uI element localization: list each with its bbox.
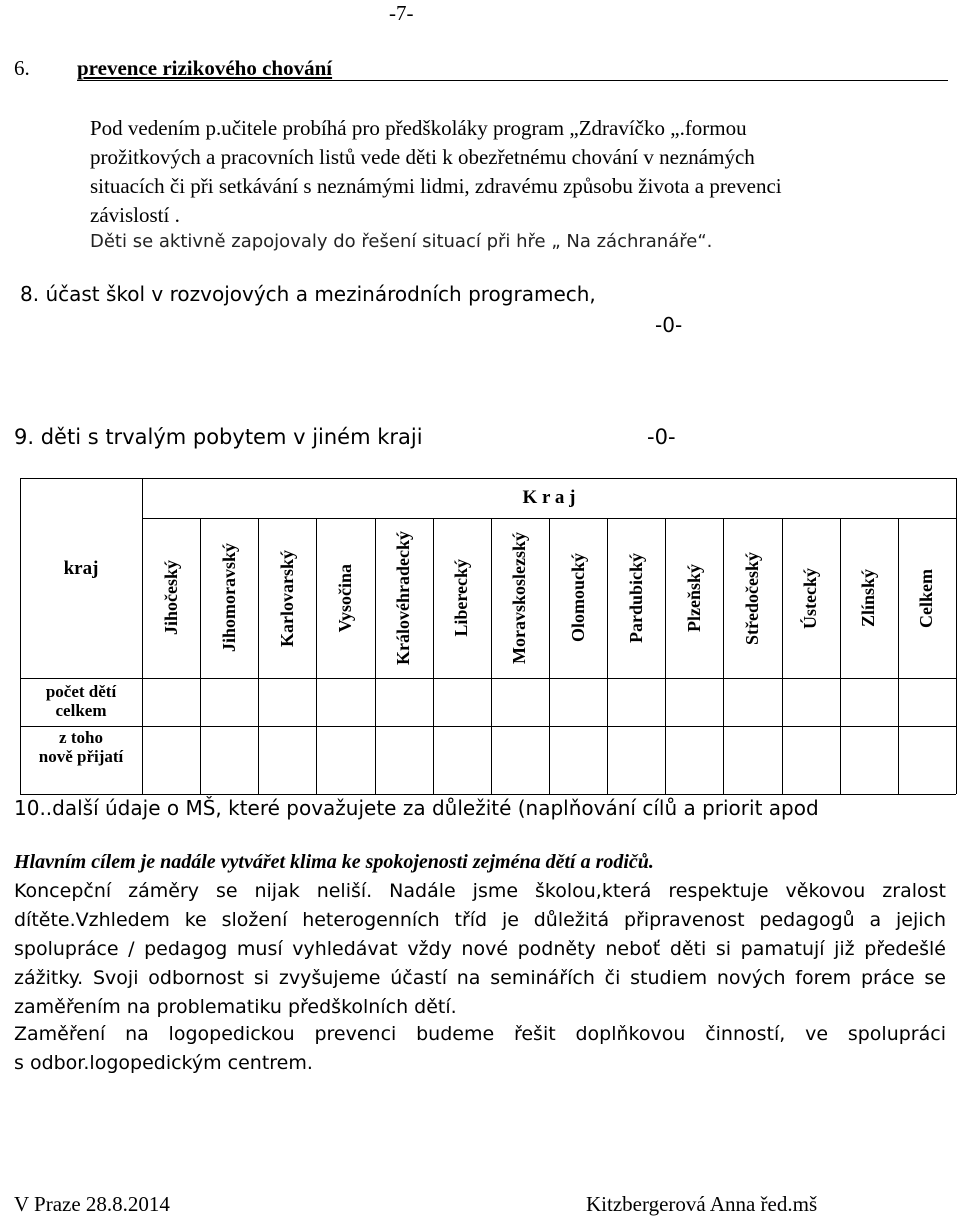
column-header	[665, 518, 723, 678]
section-6-line: prožitkových a pracovních listů vede děti k obezřetnému chování v neznámých	[90, 145, 755, 169]
column-header	[723, 518, 781, 678]
column-header-label: Karlovarský	[276, 549, 297, 647]
place-date: V Praze 28.8.2014	[14, 1192, 170, 1216]
table-rule	[20, 678, 956, 679]
row-label-line: nově přijatí	[38, 747, 124, 766]
column-header	[840, 518, 898, 678]
section-6-line: situacích či při setkávání s neznámými lidmi, zdravému způsobu života a prevenci	[90, 174, 782, 198]
column-header-label: Liberecký	[451, 559, 472, 637]
column-header	[491, 518, 549, 678]
column-header-label: Pardubický	[625, 552, 646, 644]
section-10-line: dítěte.Vzhledem ke složení heterogenních tříd je důležitá připravenost pedagogů a jejich	[14, 909, 946, 931]
section-10-line: Zaměření na logopedickou prevenci budeme řešit doplňkovou činností, ve spolupráci	[14, 1023, 946, 1045]
section-10-line: Koncepční záměry se nijak neliší. Nadále jsme školou,která respektuje věkovou zralost	[14, 880, 946, 902]
signature: Kitzbergerová Anna řed.mš	[586, 1192, 818, 1216]
section-10-line: zaměřením na problematiku předškolních dětí.	[14, 996, 457, 1018]
section-6-number: 6.	[14, 56, 30, 80]
section-6-rule	[77, 80, 948, 81]
column-header-label: Celkem	[916, 568, 937, 628]
column-header-label: Královéhradecký	[393, 531, 414, 665]
row-label-line: celkem	[55, 701, 107, 720]
column-header-label: Jihočeský	[160, 560, 181, 636]
column-header	[607, 518, 665, 678]
section-6-line: závislostí .	[90, 203, 180, 227]
kraj-table	[20, 478, 956, 794]
column-header-label: Moravskoslezský	[509, 532, 530, 664]
section-6-line: Pod vedením p.učitele probíhá pro předškoláky program „Zdravíčko „.formou	[90, 116, 747, 140]
column-header	[898, 518, 956, 678]
column-header	[258, 518, 316, 678]
column-header	[142, 518, 200, 678]
column-header-label: Vysočina	[334, 563, 355, 633]
column-header-label: Ústecký	[800, 567, 821, 629]
section-6-subline: Děti se aktivně zapojovaly do řešení situací při hře „ Na záchranáře“.	[90, 231, 713, 252]
row-label-line: počet dětí	[45, 682, 117, 701]
table-border-bottom	[20, 794, 956, 795]
row-label-line: z toho	[59, 728, 103, 747]
section-6-title: prevence rizikového chování	[77, 56, 333, 80]
section-10-heading: 10..další údaje o MŠ, které považujete za důležité (naplňování cílů a priorit apod	[14, 796, 819, 820]
table-border-right	[956, 478, 957, 794]
column-header-label: Plzeňský	[683, 563, 704, 632]
column-header	[316, 518, 374, 678]
column-header	[782, 518, 840, 678]
table-group-header: K r a j	[522, 487, 576, 508]
table-row-header: kraj	[63, 558, 99, 579]
column-header-label: Středočeský	[741, 551, 762, 645]
section-10-goal: Hlavním cílem je nadále vytvářet klima ke spokojenosti zejména dětí a rodičů.	[14, 851, 654, 873]
column-header-label: Olomoucký	[567, 553, 588, 643]
section-8-value: -0-	[655, 313, 683, 337]
column-header	[433, 518, 491, 678]
section-10-line: zážitky. Svoji odbornost si zvyšujeme účastí na seminářích či studiem nových forem práce se	[14, 967, 946, 989]
row-label-nove-prijati	[20, 728, 142, 766]
section-9-value: -0-	[647, 425, 676, 449]
section-9-text: 9. děti s trvalým pobytem v jiném kraji	[14, 425, 423, 449]
section-10-line: s odbor.logopedickým centrem.	[14, 1052, 313, 1074]
column-header	[549, 518, 607, 678]
page-number: -7-	[389, 1, 414, 25]
table-rule	[20, 726, 956, 727]
column-header	[375, 518, 433, 678]
section-10-line: spolupráce / pedagog musí vyhledávat vždy nové podněty neboť děti si pamatují již předešlé	[14, 938, 946, 960]
row-label-pocet-deti	[20, 682, 142, 720]
column-header	[200, 518, 258, 678]
section-8-text: 8. účast škol v rozvojových a mezinárodních programech,	[20, 282, 596, 306]
column-header-label: Jihomoravský	[218, 543, 239, 653]
column-header-label: Zlínský	[858, 568, 879, 628]
